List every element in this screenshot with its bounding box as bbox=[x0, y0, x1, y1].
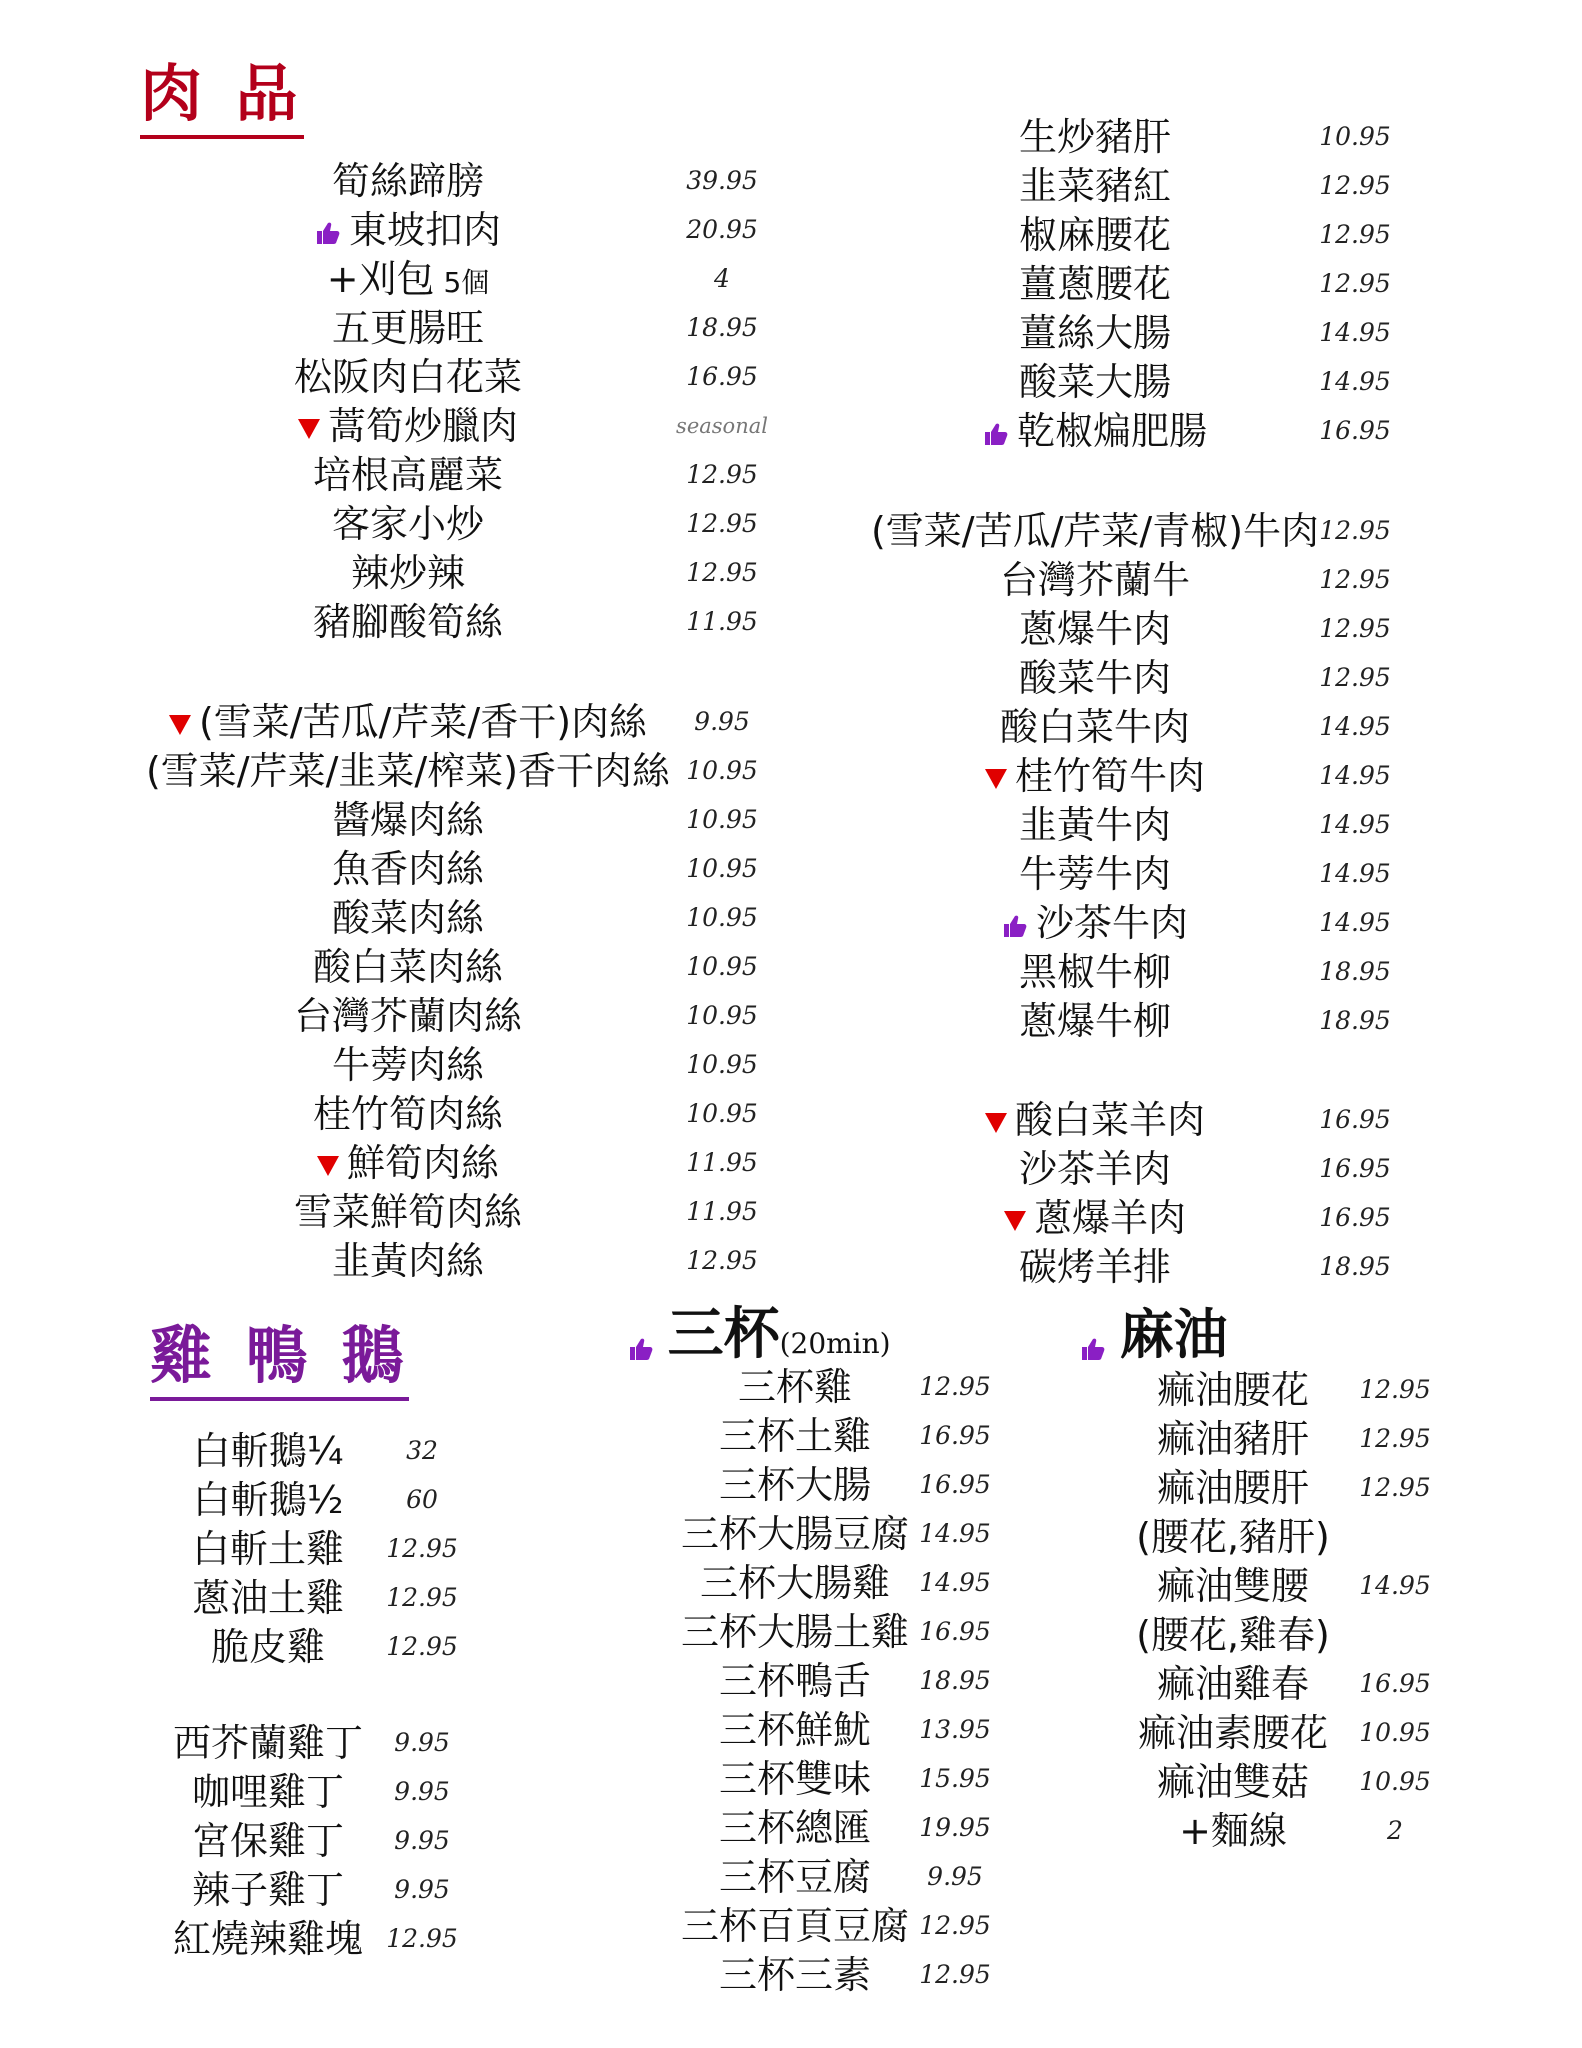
menu-item-name-text: 鮮筍肉絲 bbox=[346, 1141, 500, 1185]
menu-item-price: 19.95 bbox=[919, 1813, 991, 1842]
menu-item-price: 18.95 bbox=[919, 1666, 991, 1695]
menu-item bbox=[0, 1659, 1582, 1709]
menu-item-price: 16.95 bbox=[686, 362, 758, 391]
menu-item-price: 12.95 bbox=[919, 1960, 991, 1989]
menu-item-name-text: 薑絲大腸 bbox=[1018, 311, 1172, 355]
menu-item-price: 12.95 bbox=[1319, 269, 1391, 298]
menu-item-name bbox=[1019, 308, 1171, 358]
menu-item-price: 11.95 bbox=[686, 1197, 758, 1226]
menu-item-name-text: 西芥蘭雞丁 bbox=[172, 1721, 364, 1765]
menu-item-price: 12.95 bbox=[919, 1372, 991, 1401]
menu-item-name bbox=[1019, 996, 1171, 1046]
menu-item-name-text: 酸菜肉絲 bbox=[331, 896, 485, 940]
menu-item bbox=[0, 450, 1582, 500]
menu-item-name-text: +麵線 bbox=[1179, 1809, 1287, 1853]
menu-item-name-text: 桂竹筍肉絲 bbox=[312, 1092, 504, 1136]
sanbei-title-text: 三杯 bbox=[667, 1301, 780, 1367]
menu-item-name-text: 痲油素腰花 bbox=[1137, 1711, 1329, 1755]
menu-item-name-text: 白斬鵝¼ bbox=[192, 1429, 344, 1473]
menu-item-price: 12.95 bbox=[1319, 220, 1391, 249]
menu-item-name bbox=[681, 1901, 909, 1951]
menu-item-price: 18.95 bbox=[1319, 1006, 1391, 1035]
menu-item-name bbox=[1019, 947, 1171, 997]
menu-item-name-text: 沙茶羊肉 bbox=[1018, 1147, 1172, 1191]
menu-item-price: 16.95 bbox=[1319, 1203, 1391, 1232]
menu-item-name bbox=[1019, 210, 1171, 260]
menu-item bbox=[0, 308, 1582, 358]
menu-item bbox=[0, 1708, 1582, 1758]
menu-item-name-text: 黑椒牛柳 bbox=[1018, 950, 1172, 994]
menu-item-name-text: 三杯百頁豆腐 bbox=[680, 1904, 910, 1948]
menu-item-name-text: 酸白菜羊肉 bbox=[1014, 1098, 1206, 1142]
menu-item-price: 12.95 bbox=[919, 1911, 991, 1940]
menu-item-price: 12.95 bbox=[686, 509, 758, 538]
menu-item-name-text: 台灣芥蘭牛 bbox=[999, 558, 1191, 602]
menu-item-name-text: 筍絲蹄膀 bbox=[331, 159, 485, 203]
menu-item-price: 9.95 bbox=[394, 1728, 450, 1757]
menu-item-price: 10.95 bbox=[686, 756, 758, 785]
menu-item-name-text: 痲油雙菇 bbox=[1156, 1760, 1310, 1804]
menu-item-name-text: 痲油雙腰 bbox=[1156, 1564, 1310, 1608]
menu-item-name bbox=[1136, 1512, 1330, 1562]
menu-item bbox=[0, 210, 1582, 260]
menu-item-name-text: 韭菜豬紅 bbox=[1018, 164, 1172, 208]
thumbs-up-icon bbox=[628, 1337, 654, 1361]
menu-item-name-text: 韭黃牛肉 bbox=[1018, 803, 1172, 847]
section-title-sanbei bbox=[628, 1290, 891, 1370]
menu-item-name-text: 辣炒辣 bbox=[350, 551, 466, 595]
menu-item-name-text: 牛蒡肉絲 bbox=[331, 1043, 485, 1087]
menu-item-price: 14.95 bbox=[1319, 810, 1391, 839]
menu-item-price: 12.95 bbox=[386, 1632, 458, 1661]
menu-item-name-text: 乾椒煸肥腸 bbox=[1016, 409, 1208, 453]
menu-item-price: 14.95 bbox=[1319, 859, 1391, 888]
menu-item-name bbox=[1157, 1659, 1309, 1709]
menu-item-name-text: 蒿筍炒臘肉 bbox=[327, 404, 519, 448]
menu-item bbox=[0, 1757, 1582, 1807]
menu-item-name-text: 牛蒡牛肉 bbox=[1018, 852, 1172, 896]
menu-item bbox=[0, 1144, 1582, 1194]
menu-item-name-text: 桂竹筍牛肉 bbox=[1014, 754, 1206, 798]
thumbs-up-icon bbox=[1002, 914, 1028, 938]
menu-item-name-text: 白斬鵝½ bbox=[192, 1478, 344, 1522]
menu-item-price: 14.95 bbox=[1319, 908, 1391, 937]
menu-item bbox=[0, 1463, 1582, 1513]
menu-item-name-text: 三杯雞 bbox=[737, 1365, 853, 1409]
menu-item-name-text: 紅燒辣雞塊 bbox=[172, 1917, 364, 1961]
section-title-text: 雞 鴨 鵝 bbox=[150, 1319, 410, 1392]
menu-item-name-text: 台灣芥蘭肉絲 bbox=[293, 994, 523, 1038]
menu-item bbox=[0, 1610, 1582, 1660]
menu-item bbox=[0, 1561, 1582, 1611]
menu-item-price: 12.95 bbox=[386, 1924, 458, 1953]
menu-item-price: 10.95 bbox=[686, 903, 758, 932]
menu-item bbox=[0, 996, 1582, 1046]
menu-item-price: 9.95 bbox=[394, 1777, 450, 1806]
menu-item bbox=[0, 1512, 1582, 1562]
menu-item-name-text: 痲油雞春 bbox=[1156, 1662, 1310, 1706]
menu-item-name bbox=[1019, 849, 1171, 899]
menu-item-name-text: 蔥爆牛肉 bbox=[1018, 607, 1172, 651]
menu-item-price: 39.95 bbox=[686, 166, 758, 195]
menu-item bbox=[0, 1193, 1582, 1243]
menu-item bbox=[0, 1852, 1582, 1902]
menu-item-price: 12.95 bbox=[1319, 663, 1391, 692]
menu-item-name-text: 酸白菜肉絲 bbox=[312, 945, 504, 989]
menu-item-name-text: 脆皮雞 bbox=[210, 1625, 326, 1669]
menu-item bbox=[0, 1095, 1582, 1145]
menu-item-price: 9.95 bbox=[927, 1862, 983, 1891]
menu-item-name bbox=[1004, 1193, 1186, 1243]
menu-item-price: 12.95 bbox=[386, 1583, 458, 1612]
menu-item-price: 11.95 bbox=[686, 607, 758, 636]
menu-item-price: 12.95 bbox=[686, 460, 758, 489]
menu-item-price: 9.95 bbox=[394, 1875, 450, 1904]
menu-item-price: 10.95 bbox=[686, 805, 758, 834]
menu-item-price: 16.95 bbox=[1319, 416, 1391, 445]
menu-item-price: 12.95 bbox=[1359, 1473, 1431, 1502]
menu-item-name-text: 椒麻腰花 bbox=[1018, 213, 1172, 257]
menu-item bbox=[0, 751, 1582, 801]
menu-item-name bbox=[1019, 259, 1171, 309]
menu-item-name-text: 韭黃肉絲 bbox=[331, 1239, 485, 1283]
menu-item-name bbox=[1157, 1414, 1309, 1464]
menu-item bbox=[0, 1040, 1582, 1090]
menu-item bbox=[0, 653, 1582, 703]
menu-item-price: 32 bbox=[406, 1436, 438, 1465]
menu-item-price: 18.95 bbox=[1319, 1252, 1391, 1281]
menu-item-qty: 5個 bbox=[434, 266, 490, 299]
menu-item-name-text: 蔥爆牛柳 bbox=[1018, 999, 1172, 1043]
menu-item-price: 14.95 bbox=[1319, 712, 1391, 741]
menu-item-name-text: (腰花,雞春) bbox=[1136, 1613, 1330, 1657]
menu-item-name bbox=[719, 1852, 871, 1902]
menu-item bbox=[0, 604, 1582, 654]
menu-item-price: 12.95 bbox=[686, 558, 758, 587]
menu-item-name bbox=[1000, 702, 1190, 752]
menu-item-price: 10.95 bbox=[1319, 122, 1391, 151]
menu-item-name-text: 碳烤羊排 bbox=[1018, 1245, 1172, 1289]
menu-item-price: 15.95 bbox=[919, 1764, 991, 1793]
menu-item-price: 14.95 bbox=[1319, 761, 1391, 790]
menu-item-name-text: 痲油豬肝 bbox=[1156, 1417, 1310, 1461]
menu-item-name bbox=[332, 1040, 484, 1090]
menu-item-name bbox=[1157, 1561, 1309, 1611]
menu-item-name bbox=[985, 1095, 1205, 1145]
menu-item-price: 14.95 bbox=[1319, 318, 1391, 347]
menu-item-price: 10.95 bbox=[686, 952, 758, 981]
menu-item-name-text: 東坡扣肉 bbox=[348, 208, 502, 252]
menu-item-name-text: 三杯鮮魷 bbox=[718, 1708, 872, 1752]
menu-item bbox=[0, 161, 1582, 211]
menu-item-price: 10.95 bbox=[686, 1050, 758, 1079]
menu-item bbox=[0, 1365, 1582, 1415]
menu-item-name bbox=[1019, 1242, 1171, 1292]
menu-item-name bbox=[871, 506, 1319, 556]
menu-item-name bbox=[1157, 1463, 1309, 1513]
menu-item-name bbox=[1000, 555, 1190, 605]
menu-item-name-text: (腰花,豬肝) bbox=[1136, 1515, 1330, 1559]
menu-item-name bbox=[1002, 898, 1188, 948]
menu-item-price: 16.95 bbox=[1359, 1669, 1431, 1698]
menu-item bbox=[0, 555, 1582, 605]
menu-item-name-text: 三杯土雞 bbox=[718, 1414, 872, 1458]
menu-item-name-text: 魚香肉絲 bbox=[331, 847, 485, 891]
menu-item-name-text: (雪菜/芹菜/韭菜/榨菜)香干肉絲 bbox=[145, 749, 671, 793]
menu-item-name bbox=[1019, 800, 1171, 850]
menu-item-name-text: 三杯鴨舌 bbox=[718, 1659, 872, 1703]
menu-item-name bbox=[1138, 1708, 1328, 1758]
menu-item-price: 12.95 bbox=[1319, 171, 1391, 200]
menu-item-price: 16.95 bbox=[1319, 1154, 1391, 1183]
menu-item-name bbox=[1019, 653, 1171, 703]
menu-item bbox=[0, 406, 1582, 456]
menu-item bbox=[0, 112, 1582, 162]
menu-item-name-text: +刈包 bbox=[326, 257, 435, 301]
menu-item-name-text: 醬爆肉絲 bbox=[331, 798, 485, 842]
menu-item-name-text: 辣子雞丁 bbox=[191, 1868, 345, 1912]
menu-item-name bbox=[719, 1950, 871, 2000]
menu-item-name-text: 白斬土雞 bbox=[191, 1527, 345, 1571]
menu-item-price: seasonal bbox=[676, 414, 768, 438]
menu-item-price: 10.95 bbox=[686, 1001, 758, 1030]
red-triangle-icon bbox=[985, 1113, 1007, 1133]
menu-item-name-text: 客家小炒 bbox=[331, 502, 485, 546]
menu-item-name-text: 雪菜鮮筍肉絲 bbox=[293, 1190, 523, 1234]
menu-item-name-text: 痲油腰花 bbox=[1156, 1368, 1310, 1412]
thumbs-up-icon bbox=[983, 422, 1009, 446]
menu-item-price: 10.95 bbox=[1359, 1767, 1431, 1796]
menu-item-price: 10.95 bbox=[686, 854, 758, 883]
menu-item-price: 16.95 bbox=[919, 1617, 991, 1646]
menu-item-name-text: 酸菜大腸 bbox=[1018, 360, 1172, 404]
menu-item-name-text: 松阪肉白花菜 bbox=[293, 355, 523, 399]
menu-item-name-text: 三杯雙味 bbox=[718, 1757, 872, 1801]
menu-item-price: 12.95 bbox=[1359, 1375, 1431, 1404]
menu-item-name bbox=[983, 406, 1207, 456]
menu-item bbox=[0, 1806, 1582, 1856]
red-triangle-icon bbox=[985, 769, 1007, 789]
menu-item bbox=[0, 898, 1582, 948]
menu-item-price: 20.95 bbox=[686, 215, 758, 244]
menu-item-name bbox=[1157, 1365, 1309, 1415]
menu-item-name bbox=[313, 450, 503, 500]
menu-item-name-text: (雪菜/苦瓜/芹菜/青椒)牛肉 bbox=[870, 509, 1320, 553]
menu-item-name-text: 三杯三素 bbox=[718, 1953, 872, 1997]
menu-item-name-text: 沙茶牛肉 bbox=[1035, 901, 1189, 945]
red-triangle-icon bbox=[1004, 1211, 1026, 1231]
menu-item-name-text: 酸菜牛肉 bbox=[1018, 656, 1172, 700]
menu-item-name-text: 三杯大腸土雞 bbox=[680, 1610, 910, 1654]
menu-item-name-text: 培根高麗菜 bbox=[312, 453, 504, 497]
menu-item-price: 16.95 bbox=[919, 1421, 991, 1450]
menu-item-name-text: 三杯豆腐 bbox=[718, 1855, 872, 1899]
menu-item-name bbox=[1019, 604, 1171, 654]
menu-item-price: 12.95 bbox=[1359, 1424, 1431, 1453]
menu-item-price: 10.95 bbox=[1359, 1718, 1431, 1747]
menu-item-name bbox=[1019, 357, 1171, 407]
menu-item-price: 16.95 bbox=[1319, 1105, 1391, 1134]
menu-item-price: 60 bbox=[406, 1485, 438, 1514]
menu-item-name bbox=[1179, 1806, 1287, 1856]
menu-item-price: 12.95 bbox=[1319, 516, 1391, 545]
menu-item-name bbox=[1019, 161, 1171, 211]
menu-item-price: 12.95 bbox=[1319, 614, 1391, 643]
menu-item-price: 2 bbox=[1387, 1816, 1403, 1845]
menu-item bbox=[0, 947, 1582, 997]
menu-item-name-text: 宮保雞丁 bbox=[191, 1819, 345, 1863]
menu-item-name bbox=[1136, 1610, 1330, 1660]
menu-item-name-text: (雪菜/苦瓜/芹菜/香干)肉絲 bbox=[198, 700, 648, 744]
menu-item-name-text: 豬腳酸筍絲 bbox=[312, 600, 504, 644]
sanbei-title-note: (20min) bbox=[779, 1327, 891, 1360]
section-title-text: 肉 品 bbox=[140, 57, 304, 130]
mayou-title-text: 麻油 bbox=[1119, 1302, 1228, 1366]
menu-item-name-text: 酸白菜牛肉 bbox=[999, 705, 1191, 749]
menu-item-name bbox=[1019, 112, 1171, 162]
menu-item-price: 10.95 bbox=[686, 1099, 758, 1128]
menu-item-name-text: 蔥爆羊肉 bbox=[1033, 1196, 1187, 1240]
menu-item-price: 14.95 bbox=[919, 1519, 991, 1548]
menu-item-name bbox=[1019, 1144, 1171, 1194]
menu-item bbox=[0, 1242, 1582, 1292]
menu-item bbox=[0, 702, 1582, 752]
menu-item-name-text: 薑蔥腰花 bbox=[1018, 262, 1172, 306]
menu-item-name-text: 三杯大腸雞 bbox=[699, 1561, 891, 1605]
menu-item-price: 9.95 bbox=[394, 1826, 450, 1855]
menu-item-price: 14.95 bbox=[1359, 1571, 1431, 1600]
menu-item-name-text: 三杯大腸 bbox=[718, 1463, 872, 1507]
menu-item bbox=[0, 357, 1582, 407]
menu-item-name-text: 三杯總匯 bbox=[718, 1806, 872, 1850]
menu-item-name-text: 咖哩雞丁 bbox=[191, 1770, 345, 1814]
menu-item bbox=[0, 1901, 1582, 1951]
menu-item bbox=[0, 506, 1582, 556]
menu-item-price: 14.95 bbox=[1319, 367, 1391, 396]
menu-item-price: 18.95 bbox=[1319, 957, 1391, 986]
menu-item-price: 13.95 bbox=[919, 1715, 991, 1744]
menu-item-name-text: 三杯大腸豆腐 bbox=[680, 1512, 910, 1556]
menu-item bbox=[0, 849, 1582, 899]
menu-item bbox=[0, 1414, 1582, 1464]
menu-item-price: 12.95 bbox=[386, 1534, 458, 1563]
menu-item-name-text: 痲油腰肝 bbox=[1156, 1466, 1310, 1510]
menu-item-price: 11.95 bbox=[686, 1148, 758, 1177]
menu-item-price: 14.95 bbox=[919, 1568, 991, 1597]
menu-item-price: 4 bbox=[714, 264, 730, 293]
menu-item-name-text: 生炒豬肝 bbox=[1018, 115, 1172, 159]
menu-item-price: 16.95 bbox=[919, 1470, 991, 1499]
menu-item bbox=[0, 800, 1582, 850]
menu-item-price: 12.95 bbox=[686, 1246, 758, 1275]
menu-item bbox=[0, 259, 1582, 309]
menu-item-price: 9.95 bbox=[694, 707, 750, 736]
menu-item bbox=[0, 1950, 1582, 2000]
menu-item-name-text: 蔥油土雞 bbox=[191, 1576, 345, 1620]
menu-item-name bbox=[985, 751, 1205, 801]
section-title-mayou bbox=[1080, 1292, 1228, 1369]
menu-item-name-text: 五更腸旺 bbox=[331, 306, 485, 350]
menu-item-name bbox=[1157, 1757, 1309, 1807]
menu-item-price: 12.95 bbox=[1319, 565, 1391, 594]
thumbs-up-icon bbox=[1080, 1337, 1106, 1361]
menu-item-price: 18.95 bbox=[686, 313, 758, 342]
